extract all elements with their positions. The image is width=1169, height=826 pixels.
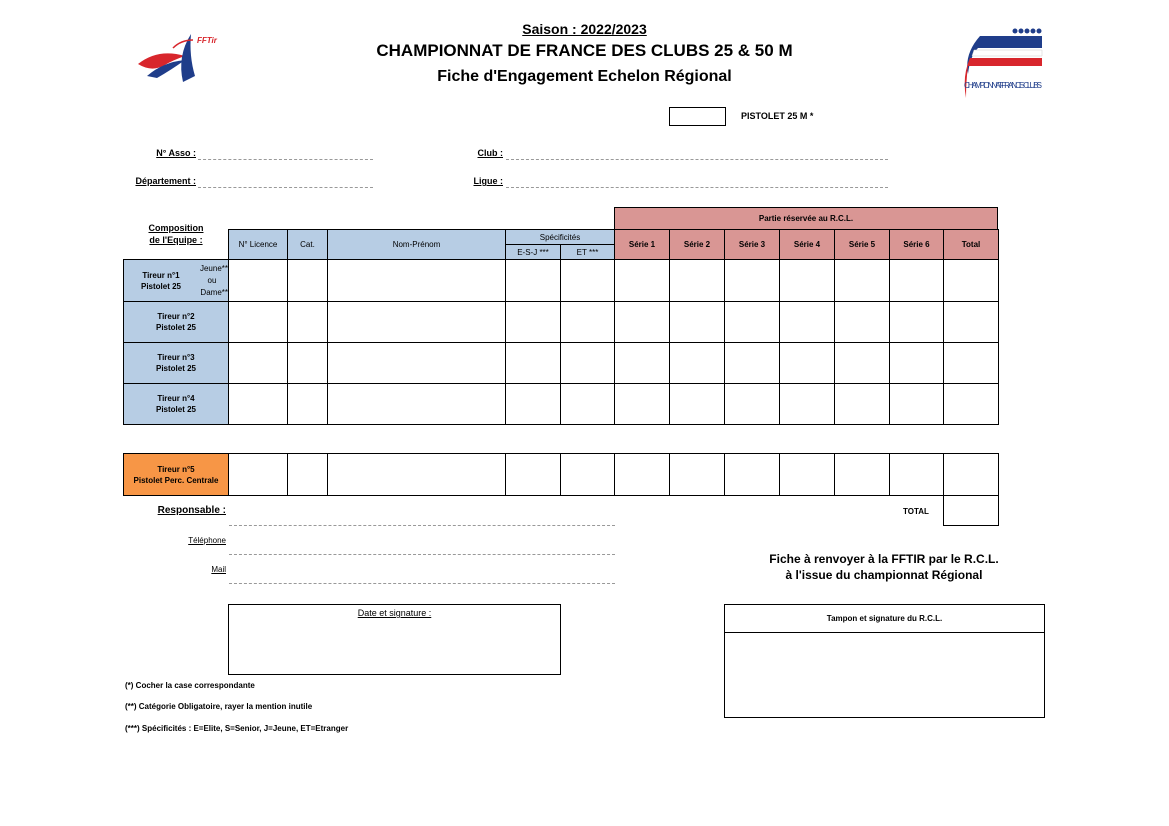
cell-input[interactable] (725, 343, 780, 384)
responsable-input[interactable] (229, 525, 615, 526)
cell-input[interactable] (615, 260, 670, 302)
col-esj: E-S-J *** (506, 245, 561, 260)
cell-input[interactable] (780, 343, 835, 384)
cell-input[interactable] (561, 302, 615, 343)
departement-label: Département : (135, 176, 196, 186)
renvoi-note (724, 551, 1044, 583)
page-title: CHAMPIONNAT DE FRANCE DES CLUBS 25 & 50 M (376, 41, 793, 60)
ou-note: ou (207, 276, 217, 285)
jeune-note: Jeune** (199, 264, 228, 273)
fftir-logo-text: FFTir (197, 36, 217, 45)
col-et: ET *** (561, 245, 615, 260)
cell-input[interactable] (890, 302, 944, 343)
cell-input[interactable] (229, 454, 288, 496)
col-licence: N° Licence (229, 230, 288, 260)
tireur-5-line1: Tireur n°5 (157, 464, 195, 474)
renvoi-line1: Fiche à renvoyer à la FFTIR par le R.C.L. (769, 552, 999, 566)
col-serie-3: Série 3 (725, 230, 780, 260)
cell-input[interactable] (506, 260, 561, 302)
cell-input[interactable] (835, 302, 890, 343)
cell-input[interactable] (328, 302, 506, 343)
cell-input[interactable] (288, 260, 328, 302)
col-serie-1: Série 1 (615, 230, 670, 260)
total-input[interactable] (943, 495, 999, 526)
cell-input[interactable] (561, 454, 615, 496)
cell-input[interactable] (615, 302, 670, 343)
renvoi-line2: à l'issue du championnat Régional (785, 568, 983, 582)
cell-input[interactable] (328, 454, 506, 496)
cell-input[interactable] (506, 343, 561, 384)
ligue-input[interactable] (506, 187, 888, 188)
cell-input[interactable] (615, 343, 670, 384)
tireur-5-line2: Pistolet Perc. Centrale (133, 475, 219, 485)
col-serie-5: Série 5 (835, 230, 890, 260)
tireur-1-line2: Pistolet 25 (140, 282, 181, 291)
date-signature-label: Date et signature : (357, 608, 432, 618)
cell-input[interactable] (944, 260, 999, 302)
col-cat: Cat. (288, 230, 328, 260)
cell-input[interactable] (780, 454, 835, 496)
col-total: Total (944, 230, 999, 260)
tireur-3-label (124, 343, 229, 384)
cell-input[interactable] (288, 302, 328, 343)
tireur-3-line1: Tireur n°3 (157, 353, 195, 362)
footnote-1: (*) Cocher la case correspondante (125, 681, 255, 690)
col-serie-2: Série 2 (670, 230, 725, 260)
cell-input[interactable] (615, 384, 670, 425)
cell-input[interactable] (725, 454, 780, 496)
dame-note: Dame** (200, 288, 228, 297)
cell-input[interactable] (328, 384, 506, 425)
tampon-label: Tampon et signature du R.C.L. (725, 605, 1044, 633)
cell-input[interactable] (670, 384, 725, 425)
table-row (124, 384, 999, 425)
rcl-header-table (614, 207, 998, 230)
cell-input[interactable] (670, 302, 725, 343)
pistolet-25-label: PISTOLET 25 M * (741, 111, 814, 121)
cell-input[interactable] (506, 384, 561, 425)
footnote-2: (**) Catégorie Obligatoire, rayer la mention inutile (125, 702, 313, 711)
col-serie-6: Série 6 (890, 230, 944, 260)
tireur-4-line2: Pistolet 25 (155, 405, 196, 414)
tampon-box[interactable] (724, 604, 1045, 718)
ligue-label: Ligue : (473, 176, 503, 186)
cell-input[interactable] (835, 343, 890, 384)
cell-input[interactable] (506, 302, 561, 343)
club-label: Club : (477, 148, 503, 158)
cell-input[interactable] (561, 343, 615, 384)
mail-input[interactable] (229, 583, 615, 584)
page-subtitle: Fiche d'Engagement Echelon Régional (437, 68, 732, 85)
cell-input[interactable] (670, 343, 725, 384)
cell-input[interactable] (229, 343, 288, 384)
cell-input[interactable] (288, 384, 328, 425)
cell-input[interactable] (615, 454, 670, 496)
footnote-3: (***) Spécificités : E=Elite, S=Senior, J=Jeune, ET=Etranger (125, 724, 349, 733)
team-table (123, 229, 999, 425)
cell-input[interactable] (944, 454, 999, 496)
cell-input[interactable] (561, 384, 615, 425)
tireur-1-line1: Tireur n°1 (142, 271, 180, 280)
pistolet-25-checkbox[interactable] (669, 107, 726, 126)
tireur-4-label (124, 384, 229, 425)
composition-line1: Composition (148, 223, 204, 233)
telephone-label: Téléphone (188, 536, 226, 545)
cell-input[interactable] (780, 384, 835, 425)
cell-input[interactable] (890, 454, 944, 496)
cell-input[interactable] (670, 454, 725, 496)
tireur-2-line2: Pistolet 25 (155, 323, 196, 332)
table-row (124, 454, 999, 496)
rcl-header: Partie réservée au R.C.L. (615, 208, 998, 230)
cell-input[interactable] (944, 343, 999, 384)
tireur-2-line1: Tireur n°2 (157, 312, 195, 321)
cell-input[interactable] (328, 260, 506, 302)
cell-input[interactable] (229, 260, 288, 302)
saison-label: Saison : 2022/2023 (522, 21, 647, 37)
cell-input[interactable] (890, 343, 944, 384)
col-nom: Nom-Prénom (328, 230, 506, 260)
cell-input[interactable] (725, 384, 780, 425)
mail-label: Mail (211, 565, 226, 574)
total-label: TOTAL (903, 507, 929, 516)
table-row (124, 343, 999, 384)
cell-input[interactable] (944, 302, 999, 343)
composition-header-cell (124, 230, 229, 260)
telephone-input[interactable] (229, 554, 615, 555)
club-input[interactable] (506, 159, 888, 160)
table-row (124, 260, 999, 302)
cell-input[interactable] (229, 384, 288, 425)
cell-input[interactable] (835, 260, 890, 302)
jeune-dame-note (188, 263, 228, 299)
cell-input[interactable] (725, 302, 780, 343)
cell-input[interactable] (288, 454, 328, 496)
asso-label: N° Asso : (156, 148, 196, 158)
cell-input[interactable] (506, 454, 561, 496)
departement-input[interactable] (198, 187, 373, 188)
tireur-5-label (124, 454, 229, 496)
tireur-2-label (124, 302, 229, 343)
cell-input[interactable] (780, 260, 835, 302)
responsable-label: Responsable : (157, 505, 226, 516)
cell-input[interactable] (944, 384, 999, 425)
tireur-5-table (123, 453, 999, 496)
cell-input[interactable] (229, 302, 288, 343)
tireur-4-line1: Tireur n°4 (157, 394, 195, 403)
cell-input[interactable] (780, 302, 835, 343)
tireur-3-line2: Pistolet 25 (155, 364, 196, 373)
cell-input[interactable] (835, 454, 890, 496)
tireur-1-label (124, 260, 229, 302)
cell-input[interactable] (890, 260, 944, 302)
composition-line2: de l'Equipe : (149, 235, 203, 245)
cell-input[interactable] (288, 343, 328, 384)
col-specificites: Spécificités (506, 230, 615, 245)
cell-input[interactable] (890, 384, 944, 425)
cell-input[interactable] (835, 384, 890, 425)
col-serie-4: Série 4 (780, 230, 835, 260)
asso-input[interactable] (198, 159, 373, 160)
cell-input[interactable] (670, 260, 725, 302)
cell-input[interactable] (561, 260, 615, 302)
table-row (124, 302, 999, 343)
championnat-clubs-logo (960, 26, 1046, 102)
cell-input[interactable] (328, 343, 506, 384)
cell-input[interactable] (725, 260, 780, 302)
championnat-logo-text: CHAMPIONNAT-FRANCE-CLUBS (964, 81, 1042, 90)
date-signature-box[interactable] (228, 604, 561, 675)
